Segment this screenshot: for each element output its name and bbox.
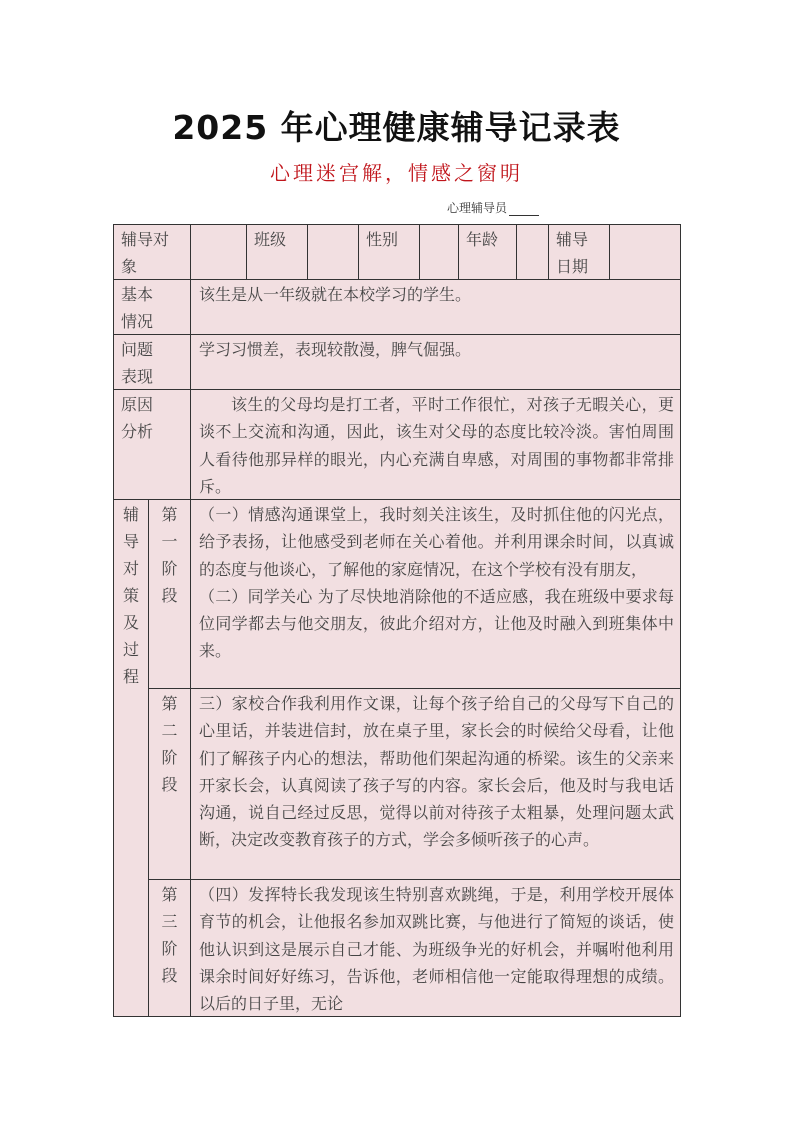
stage-1-paragraph-1: （一）情感沟通课堂上，我时刻关注该生，及时抓住他的闪光点，给予表扬，让他感受到老师在关心着他。并利用课余时间，以真诚的态度与他谈心，了解他的家庭情况，在这个学校有没有朋友， [199,505,674,579]
stage-1-paragraph-2: （二）同学关心 为了尽快地消除他的不适应感，我在班级中要求每位同学都去与他交朋友，彼此介绍对方，让他及时融入到班集体中来。 [199,586,674,661]
gender-label-cell [358,224,420,280]
class-label: 班级 [254,230,287,249]
basic-info-label-cell [113,279,191,335]
stage-label-char: 段 [161,586,178,605]
stage-label-char: 第 [161,505,178,524]
cause-label: 原因分析 [121,395,154,441]
target-label-cell [113,224,191,280]
cause-text: 该生的父母均是打工者，平时工作很忙，对孩子无暇关心，更谈不上交流和沟通，因此，该生对父母的态度比较冷淡。害怕周围人看待他那异样的眼光，内心充满自卑感，对周围的事物都非常排斥。 [199,395,674,496]
stage-1-label-cell [148,499,191,689]
stage-label-char: 阶 [161,559,178,578]
basic-info-text: 该生是从一年级就在本校学习的学生。 [199,285,472,304]
gender-label: 性别 [366,230,399,249]
target-label: 辅导对象 [121,230,170,276]
age-label-cell [458,224,517,280]
stage-3-text-cell [190,879,681,1017]
stage-3-paragraph-1: （四）发挥特长我发现该生特别喜欢跳绳，于是，利用学校开展体育节的机会，让他报名参加双跳比赛，与他进行了简短的谈话，使他认识到这是展示自己才能、为班级争光的好机会，并嘱咐他利用课余时间好好练习，告诉他，老师相信他一定能取得理想的成绩。以后的日子里，无论 [199,885,674,1014]
age-label: 年龄 [466,230,499,249]
date-value-cell[interactable] [609,224,681,280]
cause-text-cell [190,389,681,500]
strategy-label-char: 过 [122,640,139,659]
stage-label-char: 第 [161,885,178,904]
strategy-label-char: 及 [122,613,139,632]
cause-label-cell [113,389,191,500]
gender-value-cell[interactable] [419,224,459,280]
problem-text-cell [190,334,681,390]
problem-label-cell [113,334,191,390]
stage-2-label-cell [148,688,191,880]
stage-label-char: 二 [161,721,178,740]
stage-2-paragraph-1: 三）家校合作我利用作文课，让每个孩子给自己的父母写下自己的心里话，并装进信封，放在桌子里，家长会的时候给父母看，让他们了解孩子内心的想法，帮助他们架起沟通的桥梁。该生的父亲来开家长会，认真阅读了孩子写的内容。家长会后，他及时与我电话沟通，说自己经过反思，觉得以前对待孩子太粗暴，处理问题太武断，决定改变教育孩子的方式，学会多倾听孩子的心声。 [199,694,674,850]
stage-1-text-cell [190,499,681,689]
stage-label-char: 三 [161,912,178,931]
basic-info-label: 基本情况 [121,285,154,331]
stage-label-char: 阶 [161,748,178,767]
stage-2-text-cell [190,688,681,880]
class-label-cell [246,224,308,280]
stage-label-char: 第 [161,694,178,713]
counselor-label: 心理辅导员 [447,201,508,215]
problem-text: 学习习惯差，表现较散漫，脾气倔强。 [199,340,472,359]
page-subtitle: 心理迷宫解，情感之窗明 [270,161,523,185]
strategy-label-char: 对 [122,559,139,578]
age-value-cell[interactable] [516,224,549,280]
strategy-label-char: 程 [122,667,139,686]
stage-label-char: 一 [161,532,178,551]
stage-label-char: 阶 [161,939,178,958]
basic-info-text-cell [190,279,681,335]
strategy-label-char: 策 [122,586,139,605]
class-value-cell[interactable] [307,224,359,280]
page-title: 2025 年心理健康辅导记录表 [172,108,621,147]
target-value-cell[interactable] [190,224,247,280]
stage-label-char: 段 [161,775,178,794]
strategy-label-char: 辅 [122,505,139,524]
stage-label-char: 段 [161,966,178,985]
stage-3-label-cell [148,879,191,1017]
strategy-label-char: 导 [122,532,139,551]
strategy-label-cell [113,499,149,1017]
problem-label: 问题表现 [121,340,154,386]
date-label-cell [548,224,610,280]
date-label: 辅导日期 [556,230,589,276]
